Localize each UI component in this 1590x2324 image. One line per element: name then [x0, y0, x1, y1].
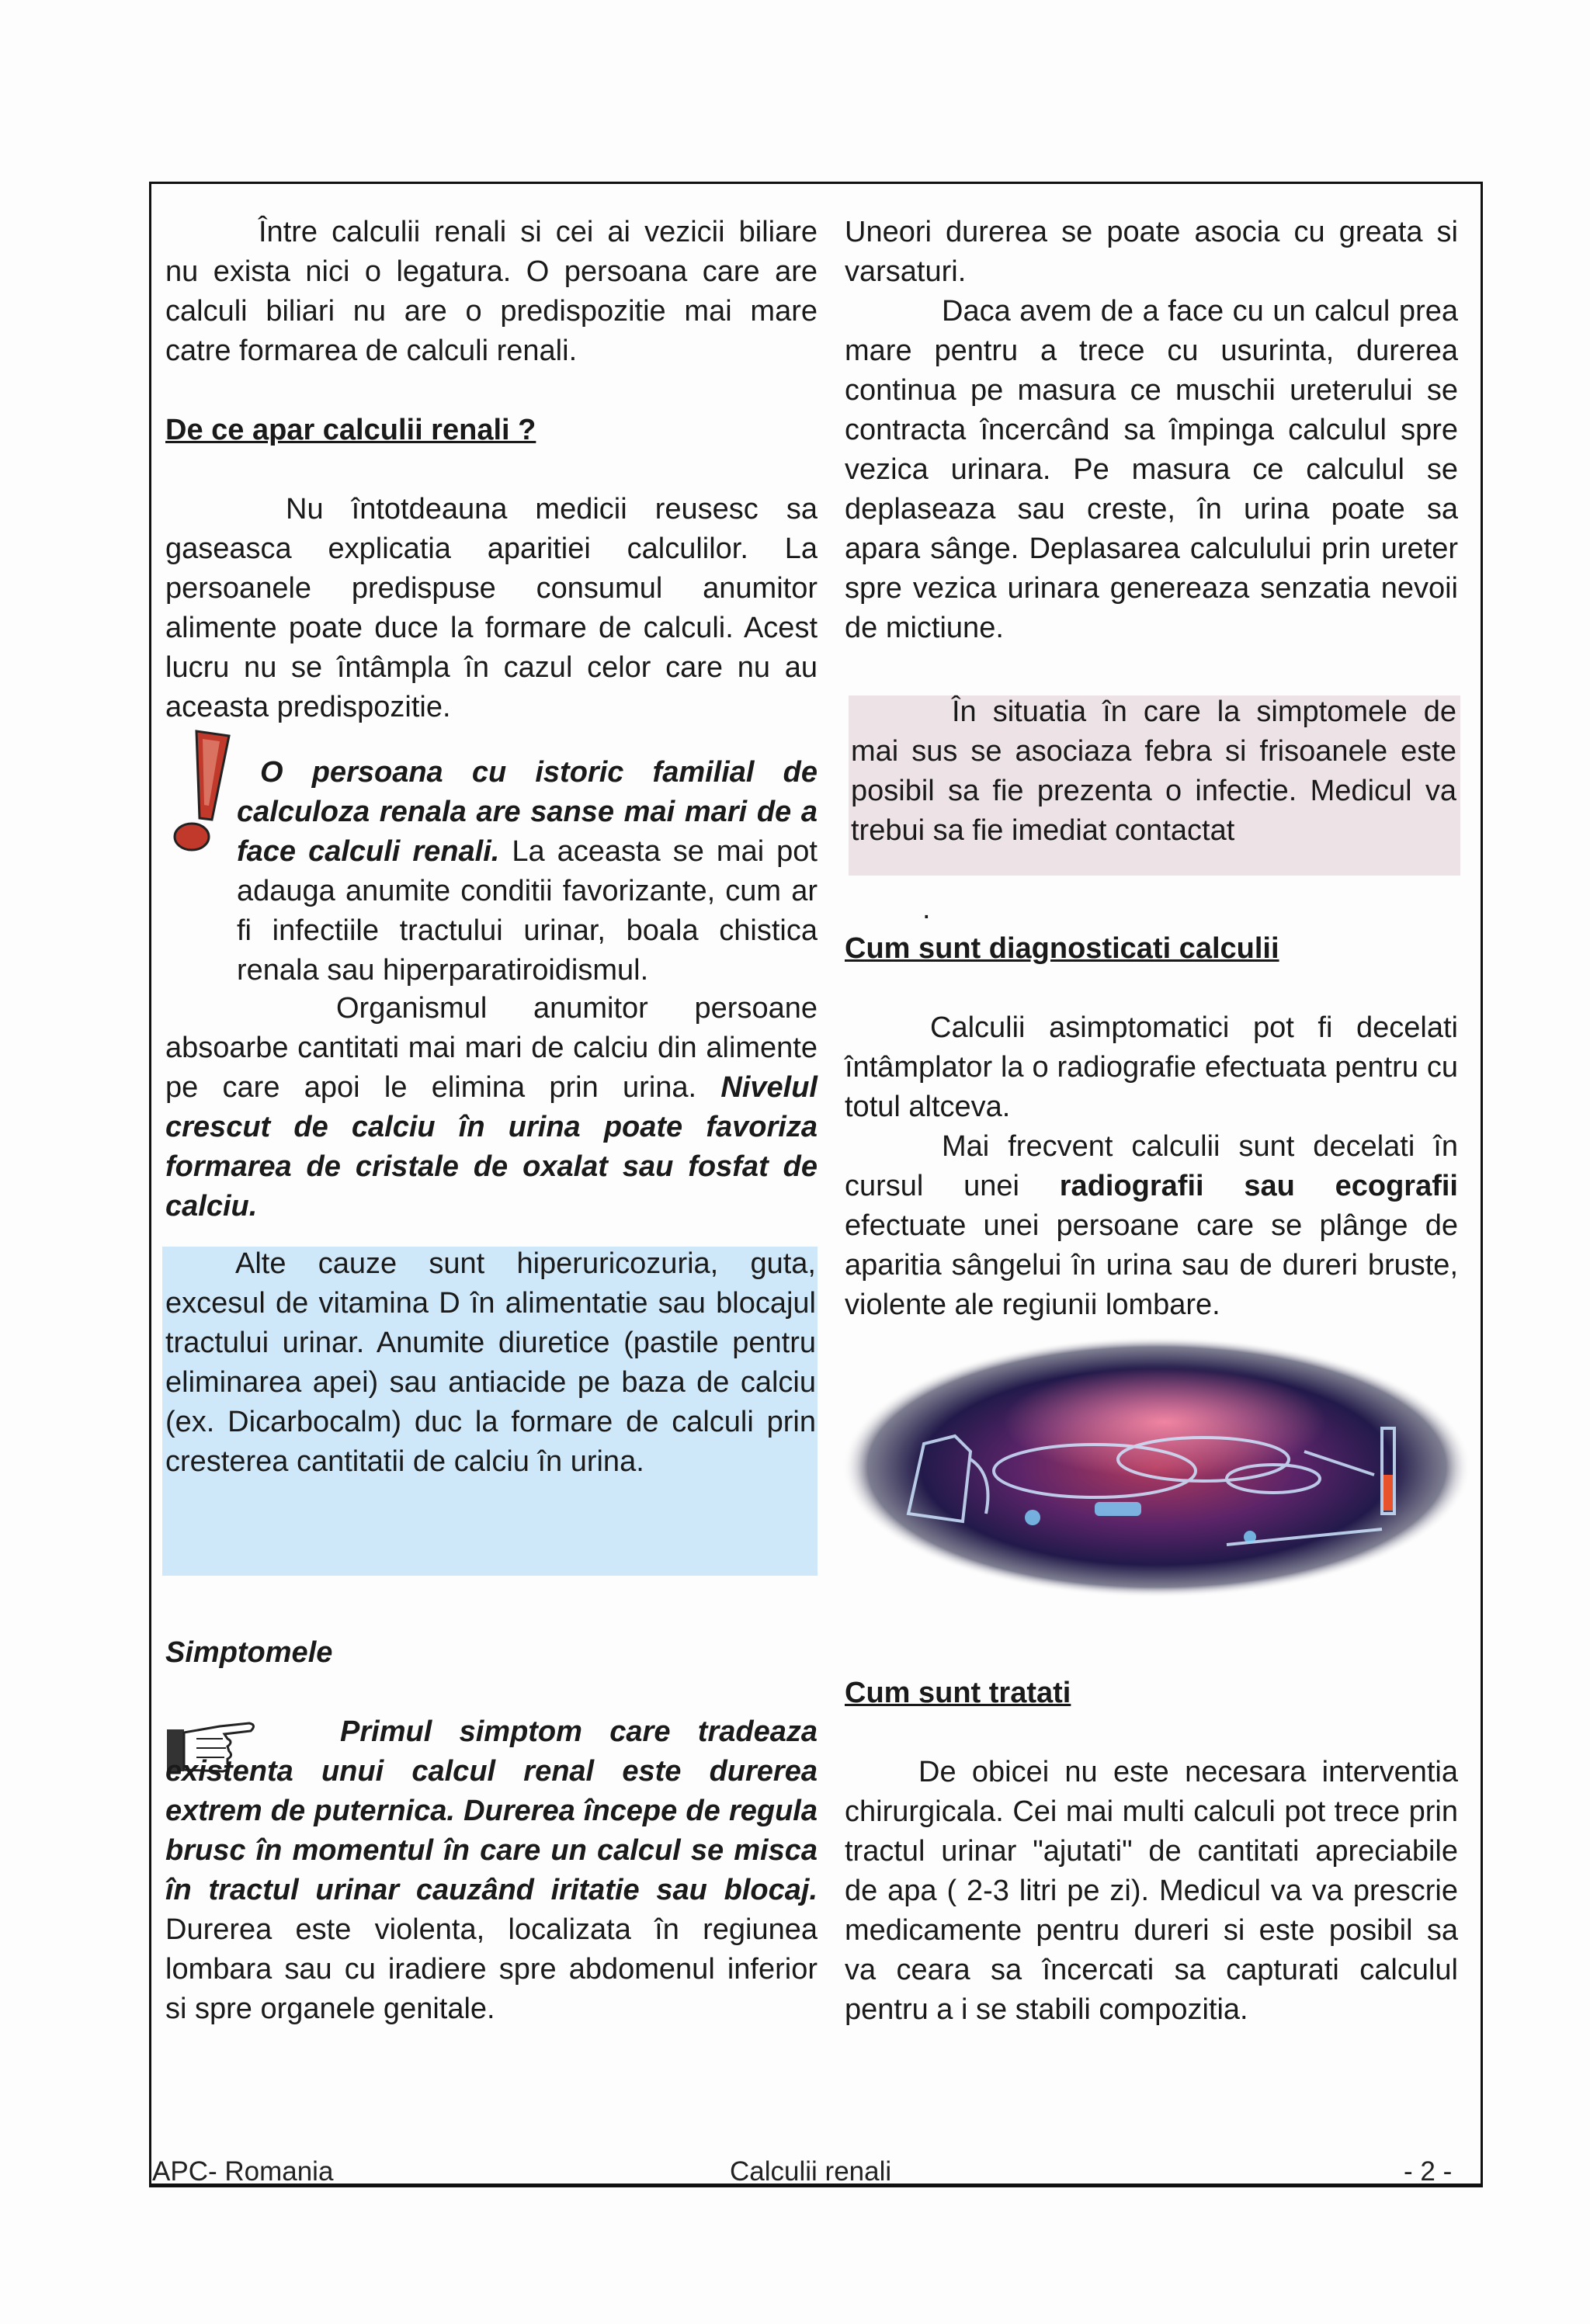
heading-why-stones: De ce apar calculii renali ? [165, 414, 536, 446]
left-paragraph-4-text: Organismul anumitor persoane absoarbe cantitati mai mari de calciu din alimente pe care apoi le elimina prin urina. [165, 992, 818, 1104]
left-paragraph-4 [165, 989, 818, 1226]
right-column-3 [845, 890, 1458, 1325]
left-paragraph-3-rest: La aceasta se mai pot adauga anumite conditii favorizante, cum ar fi infectiile tractului urinar, boala chistica renala sau hiperparatiroidismul. [237, 835, 818, 987]
right-paragraph-6: De obicei nu este necesara interventia chirurgicala. Cei mai multi calculi pot trece prin tractul urinar "ajutati" de cantitati apreciabile de apa ( 2-3 litri pe zi). Medicul va va prescrie medicamente pentru dureri si este posibil sa va ceara sa încercati sa capturati calculul pentru a i se stabili compozitia. [845, 1756, 1458, 2026]
left-column-5 [165, 1633, 818, 1673]
heading-symptoms: Simptomele [165, 1636, 333, 1669]
heading-treatment: Cum sunt tratati [845, 1677, 1071, 1709]
left-column-6 [165, 1712, 818, 2029]
left-paragraph-2: Nu întotdeauna medicii reusesc sa gaseasca explicatia aparitiei calculilor. La persoanele predispuse consumul anumitor alimente poate duce la formare de calculi. Acest lucru nu se întâmpla în cazul celor care nu au aceasta predispozitie. [165, 493, 818, 723]
right-paragraph-2: Daca avem de a face cu un calcul prea mare pentru a trece cu usurinta, durerea continua pe masura ce muschii ureterului se contracta încercând sa împinga calculul spre vezica urinara. Pe masura ce calculul se deplaseaza sau creste, în urina poate sa apara sânge. Deplasarea calculului prin ureter spre vezica urinara genereaza senzatia nevoii de mictiune. [845, 295, 1458, 644]
right-paragraph-1: Uneori durerea se poate asocia cu greata si varsaturi. [845, 216, 1458, 288]
left-paragraph-1: Între calculii renali si cei ai vezicii biliare nu exista nici o legatura. O persoana care are calculi biliari nu are o predispozitie mai mare catre formarea de calculi renali. [165, 216, 818, 367]
right-column-4 [845, 1674, 1458, 2030]
left-paragraph-5: Alte cauze sunt hiperuricozuria, guta, excesul de vitamina D în alimentatie sau blocajul tractului urinar. Anumite diuretice (pastile pentru eliminarea apei) sau antiacide pe baza de calciu (ex. Dicarbocalm) duc la formare de calculi prin cresterea cantitatii de calciu în urina. [165, 1247, 816, 1478]
right-paragraph-4: Calculii asimptomatici pot fi decelati întâmplator la o radiografie efectuata pentru cu totul altceva. [845, 1011, 1458, 1123]
right-column [845, 213, 1458, 648]
left-paragraph-3 [165, 753, 818, 990]
footer-page-number: - 2 - [1404, 2156, 1453, 2187]
left-column [165, 213, 818, 727]
left-column-3 [165, 989, 818, 1226]
right-column-2 [851, 692, 1456, 851]
family-history-emphasis: O persoana cu istoric familial de calculoza renala are sanse mai mari de a face calculi renali. [237, 756, 818, 868]
footer-left: APC- Romania [152, 2156, 334, 2187]
heading-diagnosis: Cum sunt diagnosticati calculii [845, 932, 1279, 965]
imaging-emphasis: radiografii sau ecografii [1059, 1170, 1458, 1202]
right-paragraph-3: În situatia în care la simptomele de mai sus se asociaza febra si frisoanele este posibil sa fie prezenta o infectie. Medicul va trebui sa fie imediat contactat [851, 695, 1456, 847]
left-paragraph-6 [165, 1712, 818, 2029]
stray-dot: . [922, 893, 931, 925]
left-column-4 [165, 1244, 816, 1482]
right-paragraph-5 [845, 1127, 1458, 1325]
first-symptom-emphasis: Primul simptom care tradeaza existenta unui calcul renal este durerea extrem de puternica. Durerea începe de regula brusc în momentul în care un calcul se misca în tractul urinar cauzând iritatie sau blocaj. [165, 1715, 818, 1906]
left-column-2 [165, 753, 818, 990]
left-paragraph-6-rest: Durerea este violenta, localizata în regiunea lombara sau cu iradiere spre abdomenul inferior si spre organele genitale. [165, 1913, 818, 2025]
footer-center: Calculii renali [730, 2156, 892, 2187]
calcium-emphasis: Nivelul crescut de calciu în urina poate favoriza formarea de cristale de oxalat sau fosfat de calciu. [165, 1071, 818, 1223]
right-paragraph-5-b: efectuate unei persoane care se plânge de aparitia sângelui în urina sau de dureri bruste, violente ale regiunii lombare. [845, 1209, 1458, 1321]
right-paragraph-5-a: Mai frecvent calculii sunt decelati în cursul unei [845, 1130, 1458, 1202]
lab-glassware-photo [838, 1335, 1475, 1599]
